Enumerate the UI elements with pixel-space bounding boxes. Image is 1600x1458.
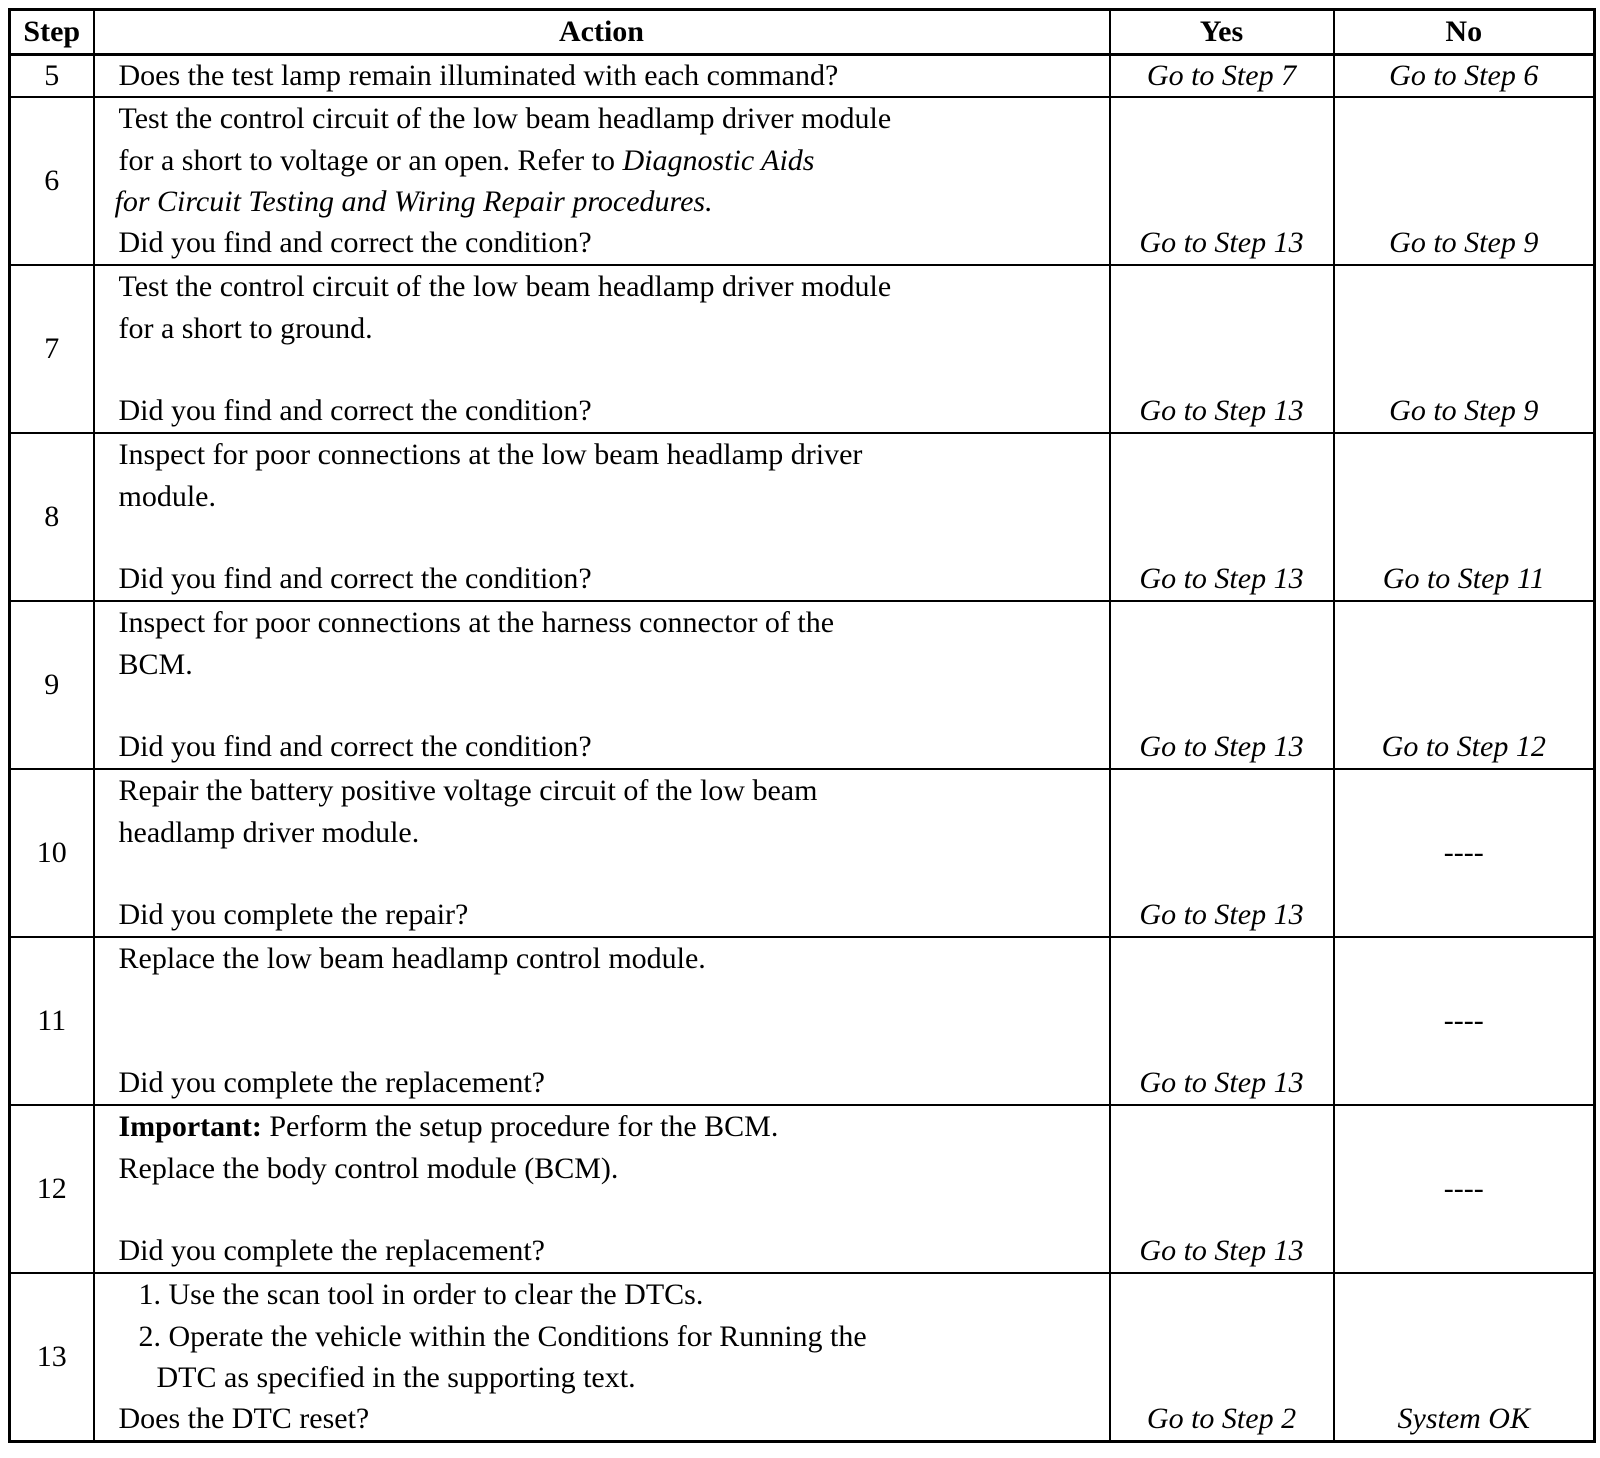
yes-cell <box>1110 601 1334 769</box>
action-question: Did you complete the repair? <box>118 897 469 931</box>
step-number: 12 <box>10 1105 94 1273</box>
action-text: module. <box>118 479 216 513</box>
no-cell <box>1334 1273 1595 1442</box>
action-text: Inspect for poor connections at the low beam headlamp driver <box>118 438 863 471</box>
yes-target: Go to Step 13 <box>1139 729 1304 763</box>
action-cell <box>94 601 1110 769</box>
action-text: Repair the battery positive voltage circuit of the low beam <box>118 774 818 807</box>
header-row <box>10 10 1595 55</box>
table-row <box>10 1105 1595 1273</box>
action-text: BCM. <box>118 647 193 681</box>
action-question: Did you complete the replacement? <box>118 1065 545 1099</box>
important-note: Perform the setup procedure for the BCM. <box>261 1110 779 1143</box>
action-text: for a short to ground. <box>118 311 373 345</box>
procedure-reference: for Circuit Testing and Wiring Repair procedures. <box>114 185 713 218</box>
no-target: Go to Step 11 <box>1382 561 1545 595</box>
step-number: 11 <box>10 937 94 1105</box>
action-text <box>119 1106 1109 1148</box>
list-item: 1. Use the scan tool in order to clear the DTCs. <box>138 1278 704 1311</box>
yes-cell <box>1110 433 1334 601</box>
action-text-plain: for a short to voltage or an open. Refer to <box>118 143 623 177</box>
no-target: Go to Step 9 <box>1389 393 1539 427</box>
table-row <box>10 265 1595 433</box>
no-cell: ---- <box>1334 1105 1595 1273</box>
action-text: Inspect for poor connections at the harness connector of the <box>118 606 835 639</box>
table-row <box>10 97 1595 265</box>
action-question: Did you find and correct the condition? <box>118 729 592 763</box>
step-number: 8 <box>10 433 94 601</box>
action-cell <box>94 97 1110 265</box>
yes-cell <box>1110 1105 1334 1273</box>
action-text: Replace the low beam headlamp control module. <box>118 942 706 975</box>
diagnostic-steps-table <box>8 8 1596 1443</box>
list-item-continuation: DTC as specified in the supporting text. <box>156 1361 636 1394</box>
action-text: Replace the body control module (BCM). <box>118 1151 619 1185</box>
header-no: No <box>1334 10 1595 55</box>
action-text: headlamp driver module. <box>118 815 420 849</box>
table-row <box>10 1273 1595 1442</box>
header-step: Step <box>10 10 94 55</box>
step-number: 9 <box>10 601 94 769</box>
yes-target: Go to Step 13 <box>1139 561 1304 595</box>
yes-cell <box>1110 265 1334 433</box>
no-target: Go to Step 9 <box>1389 225 1539 259</box>
header-yes: Yes <box>1110 10 1334 55</box>
table-row <box>10 937 1595 1105</box>
no-cell: Go to Step 6 <box>1334 55 1595 98</box>
header-action: Action <box>94 10 1110 55</box>
step-number: 13 <box>10 1273 94 1442</box>
yes-target: Go to Step 13 <box>1139 1065 1304 1099</box>
action-cell <box>94 55 1110 98</box>
yes-cell <box>1110 937 1334 1105</box>
step-number: 6 <box>10 97 94 265</box>
yes-target: Go to Step 13 <box>1139 393 1304 427</box>
important-label: Important: <box>118 1110 262 1143</box>
action-cell <box>94 769 1110 937</box>
no-target: Go to Step 12 <box>1381 729 1546 763</box>
action-text: Test the control circuit of the low beam headlamp driver module <box>118 270 892 303</box>
step-number: 10 <box>10 769 94 937</box>
action-cell <box>94 433 1110 601</box>
diagnostic-aids-reference: Diagnostic Aids <box>622 143 815 177</box>
action-cell <box>94 937 1110 1105</box>
action-cell <box>94 1273 1110 1442</box>
no-cell <box>1334 601 1595 769</box>
action-cell <box>94 265 1110 433</box>
yes-cell <box>1110 97 1334 265</box>
table-row <box>10 55 1595 98</box>
no-cell: ---- <box>1334 937 1595 1105</box>
yes-cell <box>1110 769 1334 937</box>
no-cell <box>1334 97 1595 265</box>
yes-cell: Go to Step 7 <box>1110 55 1334 98</box>
step-number: 7 <box>10 265 94 433</box>
table-row <box>10 769 1595 937</box>
list-item: 2. Operate the vehicle within the Conditions for Running the <box>138 1319 867 1353</box>
action-question: Did you find and correct the condition? <box>118 561 592 595</box>
table-row <box>10 601 1595 769</box>
action-question: Does the DTC reset? <box>118 1401 370 1435</box>
no-cell <box>1334 433 1595 601</box>
yes-target: Go to Step 13 <box>1139 897 1304 931</box>
no-cell <box>1334 265 1595 433</box>
action-question: Did you find and correct the condition? <box>118 393 592 427</box>
yes-target: Go to Step 13 <box>1139 225 1304 259</box>
no-target: System OK <box>1397 1401 1530 1435</box>
no-cell: ---- <box>1334 769 1595 937</box>
yes-target: Go to Step 2 <box>1146 1401 1297 1435</box>
action-cell <box>94 1105 1110 1273</box>
action-text: Test the control circuit of the low beam headlamp driver module <box>118 102 892 135</box>
yes-target: Go to Step 13 <box>1139 1233 1304 1267</box>
yes-cell <box>1110 1273 1334 1442</box>
action-text: Does the test lamp remain illuminated with each command? <box>118 59 839 92</box>
action-text <box>119 140 1109 182</box>
step-number: 5 <box>10 55 94 98</box>
action-question: Did you find and correct the condition? <box>118 225 592 259</box>
table-row <box>10 433 1595 601</box>
action-question: Did you complete the replacement? <box>118 1233 545 1267</box>
